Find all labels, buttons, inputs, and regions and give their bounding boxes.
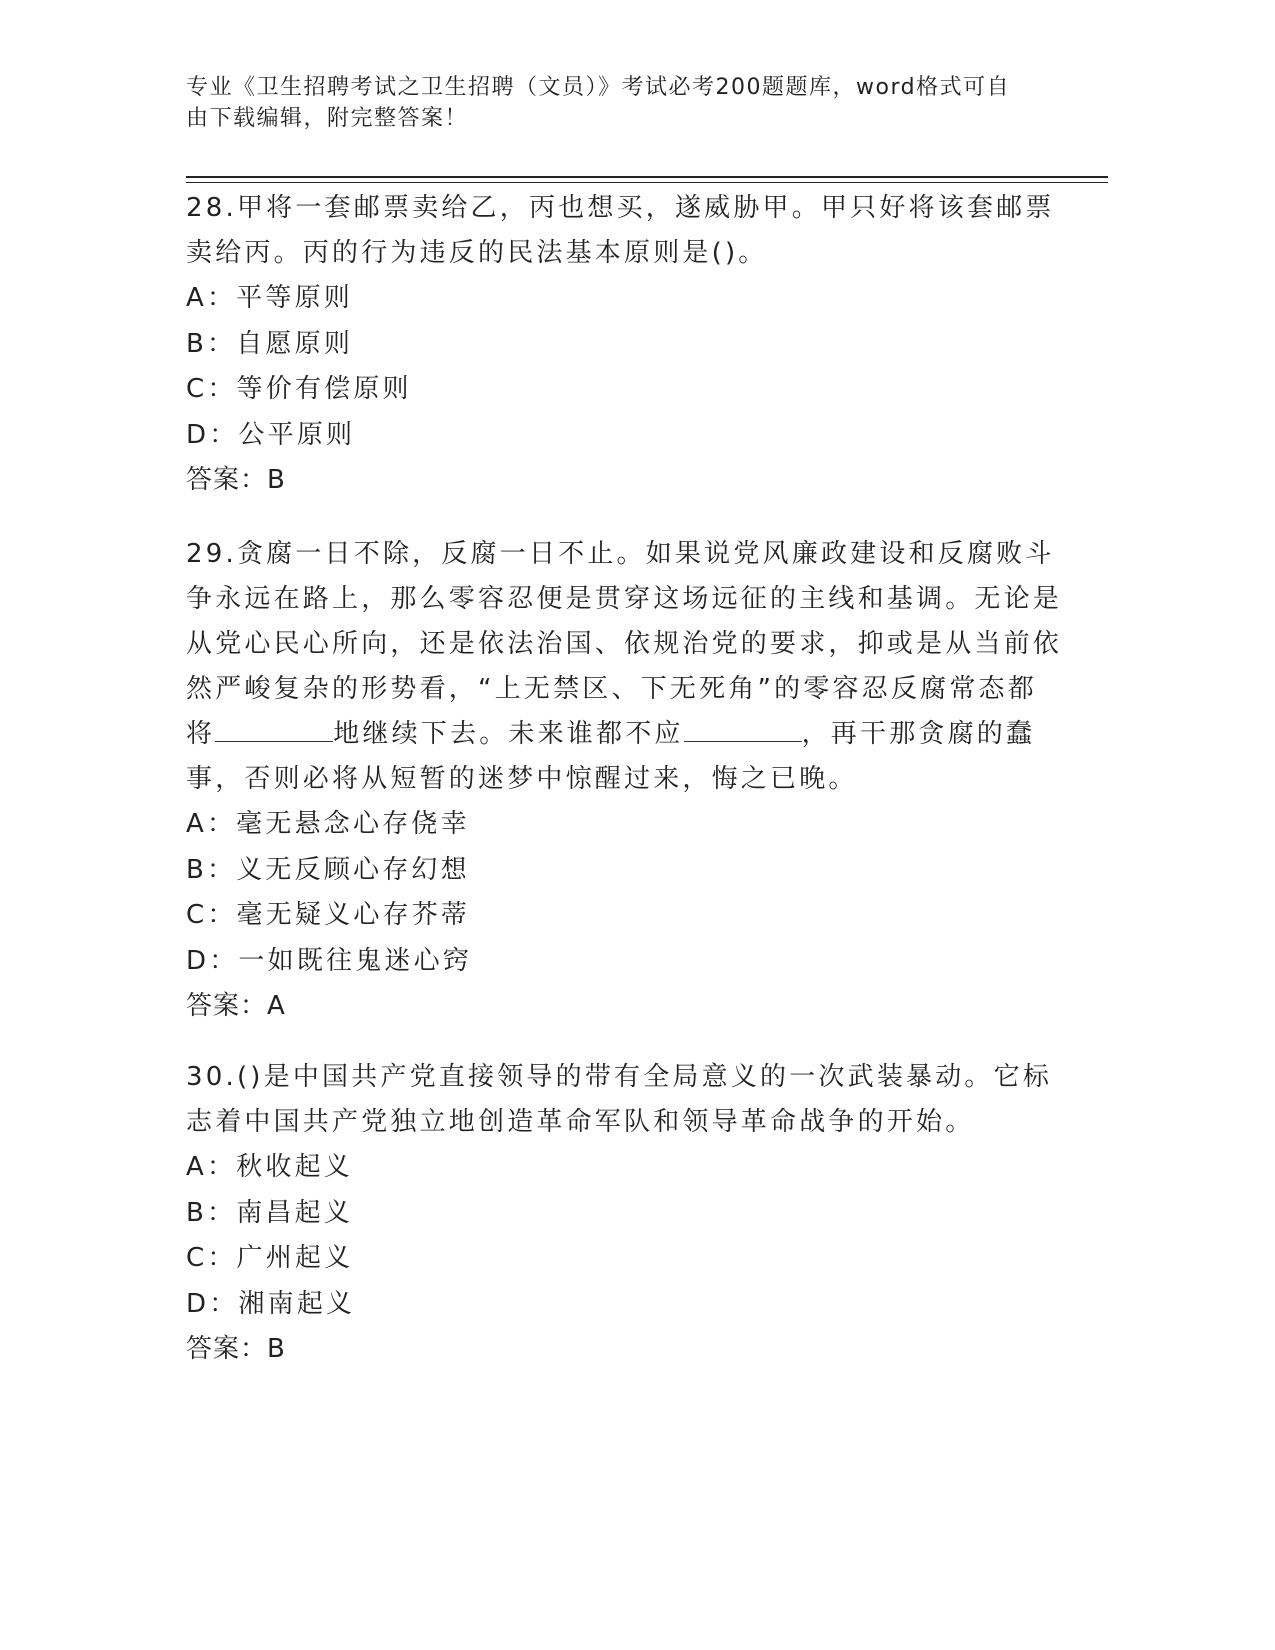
fill-blank-2 <box>684 717 802 742</box>
question-28 <box>186 186 1066 503</box>
option-d: D：公平原则 <box>186 419 356 450</box>
option-b: B：义无反顾心存幻想 <box>186 854 470 885</box>
option-c: C：毫无疑义心存芥蒂 <box>186 900 471 930</box>
header-divider-thin <box>186 182 1108 183</box>
question-text-part-2: 地继续下去。未来谁都不应 <box>333 719 684 749</box>
header-line-2: 由下载编辑，附完整答案！ <box>186 106 469 131</box>
option-c: C：等价有偿原则 <box>186 374 412 404</box>
question-29 <box>186 532 1066 1029</box>
question-text-part-3: ，再干那贪腐的蠢事，否则必将从短暂的迷梦中惊醒过来，悔之已晚。 <box>186 719 1036 794</box>
option-b: B：自愿原则 <box>186 328 354 359</box>
header-divider-thick <box>186 176 1108 178</box>
question-text: 28.甲将一套邮票卖给乙，丙也想买，遂威胁甲。甲只好将该套邮票卖给丙。丙的行为违反的民法基本原则是()。 <box>186 193 1055 268</box>
option-b: B：南昌起义 <box>186 1197 354 1228</box>
fill-blank-1 <box>215 717 333 742</box>
question-text: 30.()是中国共产党直接领导的带有全局意义的一次武装暴动。它标志着中国共产党独立地创造革命军队和领导革命战争的开始。 <box>186 1062 1053 1137</box>
document-header <box>186 72 1066 134</box>
option-d: D：一如既往鬼迷心窍 <box>186 945 473 976</box>
question-text-part-1: 29.贪腐一日不除，反腐一日不止。如果说党风廉政建设和反腐败斗争永远在路上，那么零容忍便是贯穿这场远征的主线和基调。无论是从党心民心所向，还是依法治国、依规治党的要求，抑或是从当前依然严峻复杂的形势看，“上无禁区、下无死角”的零容忍反腐常态都将 <box>186 539 1063 749</box>
option-a: A：平等原则 <box>186 283 353 313</box>
option-a: A：秋收起义 <box>186 1152 353 1182</box>
question-text <box>186 532 1066 802</box>
answer-line: 答案：B <box>186 465 286 495</box>
option-d: D：湘南起义 <box>186 1288 356 1319</box>
answer-line: 答案：B <box>186 1334 286 1364</box>
header-line-1: 专业《卫生招聘考试之卫生招聘（文员）》考试必考200题题库，word格式可自 <box>186 75 1011 100</box>
question-30 <box>186 1055 1066 1372</box>
option-a: A：毫无悬念心存侥幸 <box>186 809 470 839</box>
answer-line: 答案：A <box>186 991 286 1021</box>
option-c: C：广州起义 <box>186 1243 354 1273</box>
